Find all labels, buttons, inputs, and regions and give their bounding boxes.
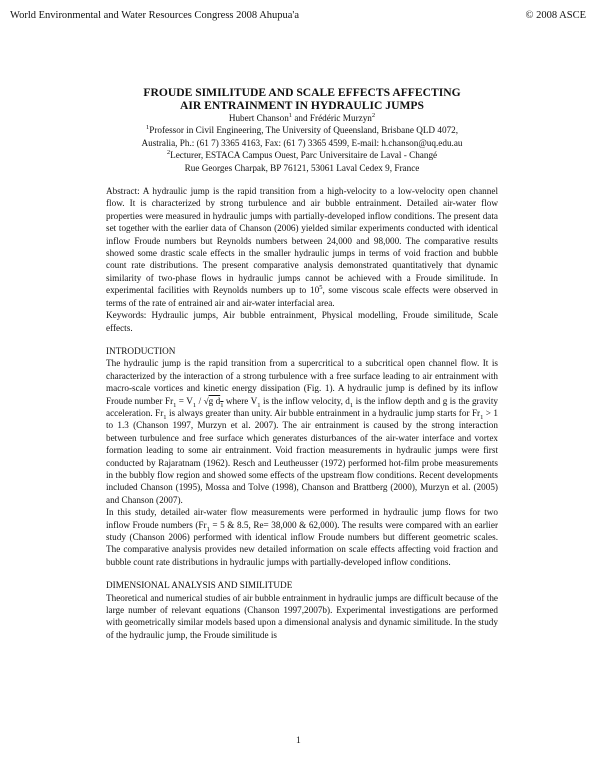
affiliation-2-line-1: Lecturer, ESTACA Campus Ouest, Parc Universitaire de Laval - Changé [170,150,438,161]
abstract-text-b: , some viscous scale effects were observed in terms of the rate of entrained air and air-water interfacial area. [106,285,499,308]
eq-sub: 1 [480,413,484,421]
eq-sub: 1 [192,401,197,409]
author-2: Frédéric Murzyn [309,113,372,123]
eq-gd: g d [208,395,221,406]
affiliation-1-line-1: Professor in Civil Engineering, The University of Queensland, Brisbane QLD 4072, [149,125,459,136]
eq-sub: 1 [206,525,210,533]
introduction-heading: INTRODUCTION [106,345,176,356]
spacer [106,334,498,345]
sqrt-icon: √ [203,395,209,406]
author-separator: and [292,113,310,123]
eq-slash: / [196,395,204,406]
affiliation-1-line-2: Australia, Ph.: (61 7) 3365 4163, Fax: (61 7) 3365 4599, E-mail: h.chanson@uq.edu.au [141,137,463,148]
page-number: 1 [296,736,301,746]
affiliation-2 [106,149,498,174]
intro-p2-a: In this study, detailed air-water flow measurements were performed in hydraulic jump flows for two inflow Froude numbers (Fr [106,507,498,530]
eq-sub: 1 [173,401,177,409]
introduction-paragraph-2 [106,506,498,568]
dimensional-paragraph-1: Theoretical and numerical studies of air bubble entrainment in hydraulic jumps are difficult because of the large number of relevant equations (Chanson 1997,2007b). Experimental investigations are performed with geometrically similar models based upon a dimensional analysis and dynamic similitude. In the study of the hydraulic jump, the Froude similitude is [106,592,498,640]
spacer [106,568,498,579]
froude-equation [164,395,224,409]
intro-p1-d: is always greater than unity. Air bubble entrainment in a hydraulic jump starts for Fr [166,407,481,418]
author-1-sup: 1 [288,111,293,119]
eq-sub: 1 [257,401,261,409]
spacer [106,174,498,185]
intro-p1-a: The hydraulic jump is the rapid transition from a supercritical to a subcritical open channel flow. It is characterized by the interaction of a strong turbulence with a free surface leading to air entrainment with macro-scale vortices and kinetic energy dissipation (Fig. 1). A hydraulic jump is defined by its inflow Froude number [106,358,498,406]
paper-body [106,86,498,641]
abstract-text-a: Abstract: A hydraulic jump is the rapid transition from a high-velocity to a low-velocity open channel flow. It is characterized by strong turbulence and air bubble entrainment. Detailed air-water flow properties were measured in hydraulic jumps with partially-developed inflow conditions. The present data set together with the earlier data of Chanson (2006) yielded similar experiments conducted with identical inflow Froude numbers but Reynolds numbers between 24,000 and 98,000. The comparative results showed some drastic scale effects in the smaller hydraulic jumps in terms of void fraction and bubble count rate distributions. The present comparative analysis demonstrated quantitatively that dynamic similarity of two-phase flows in hydraulic jumps cannot be achieved with a Froude similitude. In experimental facilities with Reynolds numbers up to 10 [106,186,498,296]
affiliation-2-sup: 2 [166,149,171,157]
title-line-1: FROUDE SIMILITUDE AND SCALE EFFECTS AFFECTING [143,86,461,99]
title-line-2: AIR ENTRAINMENT IN HYDRAULIC JUMPS [180,99,424,112]
intro-p1-b: is the inflow velocity, d [260,395,350,406]
eq-radicand [208,395,224,409]
paper-title [106,86,498,112]
running-header-right: © 2008 ASCE [525,10,586,21]
intro-p1-c: is the inflow depth and g is the gravity acceleration. Fr [106,395,498,418]
author-1: Hubert Chanson [228,113,289,123]
eq-sub: 1 [163,413,167,421]
keywords: Keywords: Hydraulic jumps, Air bubble entrainment, Physical modelling, Froude similitude, Scale effects. [106,310,498,333]
affiliation-2-line-2: Rue Georges Charpak, BP 76121, 53061 Laval Cedex 9, France [184,162,420,173]
dimensional-heading: DIMENSIONAL ANALYSIS AND SIMILITUDE [106,580,293,591]
intro-p1-where: where V [223,395,258,406]
eq-sub: 1 [220,401,224,409]
eq-sub: 1 [349,401,354,409]
intro-p2-b: = 5 & 8.5, Re= 38,000 & 62,000). The results were compared with an earlier study (Chanson 2006) performed with identical inflow Froude numbers but different geometric scales. The comparative analysis provides new detailed information on scale effects affecting void fraction and bubble count rate distributions in hydraulic jumps with partially-developed inflow conditions. [106,519,499,567]
running-header-left: World Environmental and Water Resources Congress 2008 Ahupua'a [10,10,299,21]
eq-fr: Fr [164,395,174,406]
intro-p1-e: > 1 to 1.3 (Chanson 1997, Murzyn et al. 2007). The air entrainment is caused by the strong interaction between turbulence and free surface which generates disturbances of the air-water interface and vortex formation leading to some air entrainment. Void fraction measurements in hydraulic jumps were first conducted by Rajaratnam (1962). Resch and Leutheusser (1972) performed hot-film probe measurements in the bubbly flow region and showed some effects of the upstream flow conditions. Recent developments included Chanson (1995), Mossa and Tolve (1998), Chanson and Brattberg (2000), Murzyn et al. (2005) and Chanson (2007). [106,407,498,505]
abstract-paragraph [106,185,498,309]
introduction-paragraph-1 [106,357,498,506]
affiliation-1 [106,124,498,149]
abstract-sup: 5 [319,284,323,292]
author-2-sup: 2 [371,111,376,119]
eq-equals: = V [176,395,193,406]
author-line [106,112,498,124]
affiliation-1-sup: 1 [145,124,150,132]
